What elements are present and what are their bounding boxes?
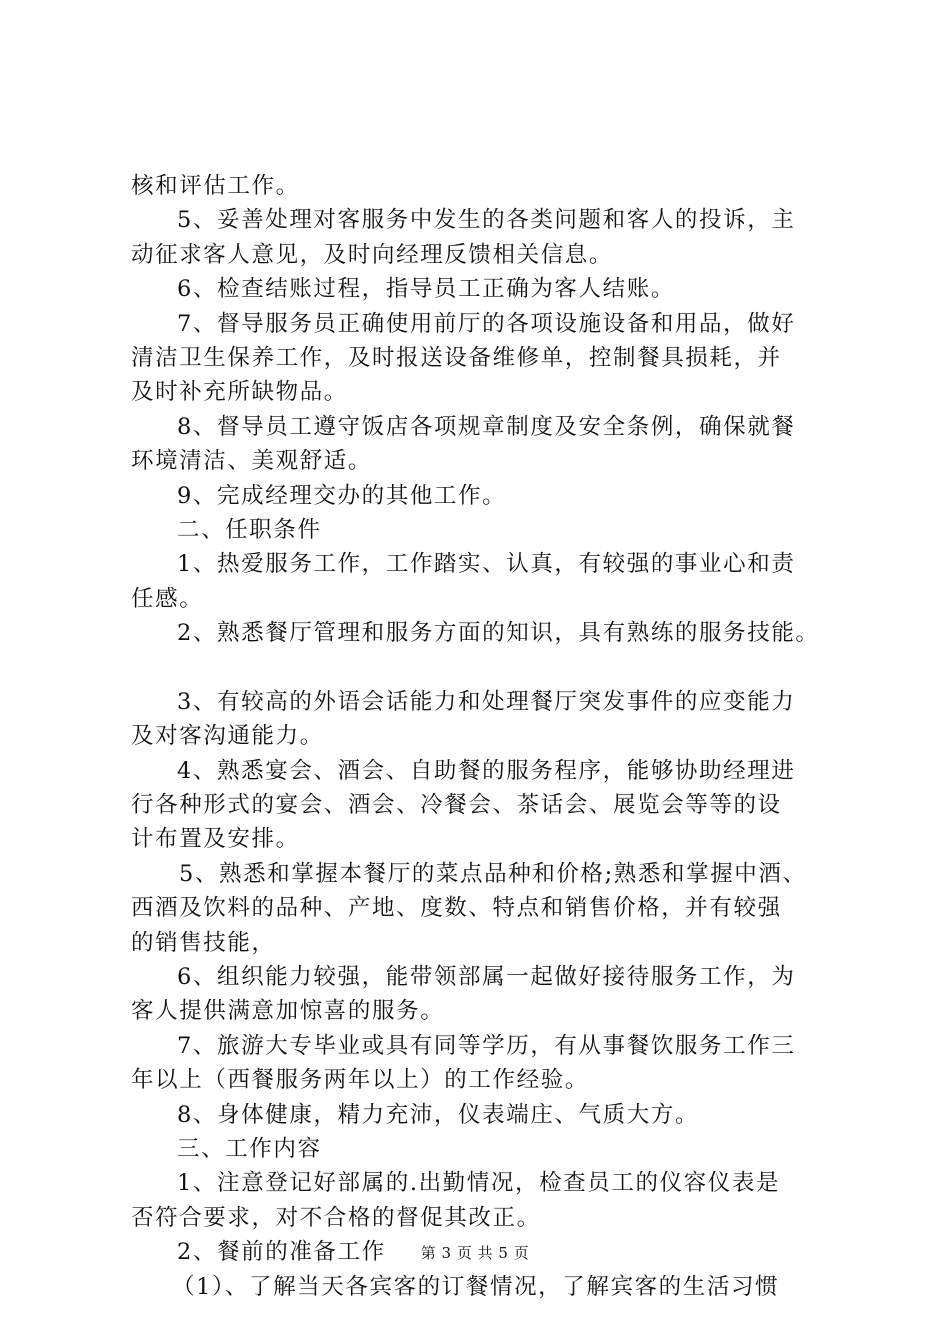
text-line: 2、餐前的准备工作 xyxy=(177,1239,386,1266)
document-body xyxy=(131,169,843,1304)
text-line: 1、热爱服务工作，工作踏实、认真，有较强的事业心和责 xyxy=(177,551,796,578)
text-line: 2、熟悉餐厅管理和服务方面的知识，具有熟练的服务技能。 xyxy=(177,620,820,647)
text-line: 清洁卫生保养工作，及时报送设备维修单，控制餐具损耗，并 xyxy=(131,344,782,371)
text-line: 9、完成经理交办的其他工作。 xyxy=(177,482,507,509)
text-line: 8、督导员工遵守饭店各项规章制度及安全条例，确保就餐 xyxy=(177,413,796,440)
text-line: 及时补充所缺物品。 xyxy=(131,379,348,406)
blank-line xyxy=(131,650,843,684)
text-line: 年以上（西餐服务两年以上）的工作经验。 xyxy=(131,1067,589,1094)
text-line: 计布置及安排。 xyxy=(131,826,300,853)
text-line: 3、有较高的外语会话能力和处理餐厅突发事件的应变能力 xyxy=(177,688,796,715)
text-line: （1）、了解当天各宾客的订餐情况，了解宾客的生活习惯 xyxy=(172,1273,780,1300)
section-heading: 二、任职条件 xyxy=(177,516,322,543)
text-line: 环境清洁、美观舒适。 xyxy=(131,448,373,475)
text-line: 任感。 xyxy=(131,585,204,612)
text-line: 的销售技能， xyxy=(131,929,276,956)
text-line: 及对客沟通能力。 xyxy=(131,723,324,750)
text-line: 西酒及饮料的品种、产地、度数、特点和销售价格，并有较强 xyxy=(131,895,782,922)
text-line: 7、督导服务员正确使用前厅的各项设施设备和用品，做好 xyxy=(177,310,796,337)
text-line: 8、身体健康，精力充沛，仪表端庄、气质大方。 xyxy=(177,1101,700,1128)
text-line: 7、旅游大专毕业或具有同等学历，有从事餐饮服务工作三 xyxy=(177,1032,796,1059)
text-line: 行各种形式的宴会、酒会、冷餐会、茶话会、展览会等等的设 xyxy=(131,792,782,819)
text-line: 5、熟悉和掌握本餐厅的菜点品种和价格;熟悉和掌握中酒、 xyxy=(179,860,807,887)
text-line: 核和评估工作。 xyxy=(131,173,300,199)
text-line: 动征求客人意见，及时向经理反馈相关信息。 xyxy=(131,241,614,268)
text-line: 4、熟悉宴会、酒会、自助餐的服务程序，能够协助经理进 xyxy=(177,757,796,784)
text-line: 6、检查结账过程，指导员工正确为客人结账。 xyxy=(177,276,675,303)
text-line: 否符合要求，对不合格的督促其改正。 xyxy=(131,1204,541,1231)
text-line: 6、组织能力较强，能带领部属一起做好接待服务工作，为 xyxy=(177,963,796,990)
text-line: 5、妥善处理对客服务中发生的各类问题和客人的投诉，主 xyxy=(177,207,796,234)
text-line: 1、注意登记好部属的.出勤情况，检查员工的仪容仪表是 xyxy=(177,1170,781,1197)
text-line: 客人提供满意加惊喜的服务。 xyxy=(131,998,445,1025)
section-heading: 三、工作内容 xyxy=(177,1135,322,1162)
page-number-footer: 第 3 页 共 5 页 xyxy=(420,1244,530,1262)
